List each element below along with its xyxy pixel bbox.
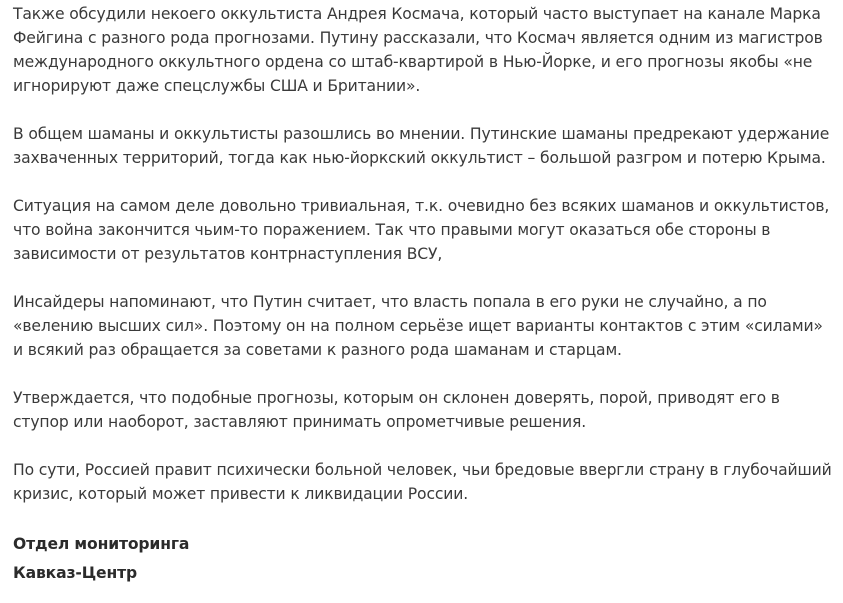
paragraph-forecasts: Утверждается, что подобные прогнозы, которым он склонен доверять, порой, приводят его в ступор или наоборот, заставляют принимать опрометчивые решения. bbox=[13, 389, 780, 431]
paragraph-situation: Ситуация на самом деле довольно тривиальная, т.к. очевидно без всяких шаманов и оккультистов, что война закончится чьим-то поражением. Так что правыми могут оказаться обе стороны в зависимости от результатов контрнаступления ВСУ, bbox=[13, 197, 830, 263]
paragraph-text: и всякий раз обращается за советами к разного рода шаманам и старцам. bbox=[13, 341, 622, 359]
paragraph-insiders bbox=[13, 290, 833, 362]
paragraph-koсmach bbox=[13, 2, 833, 98]
signature-source: Кавказ-Центр bbox=[13, 564, 137, 582]
paragraph-text: Инсайдеры напоминают, что Путин считает, что власть попала в его руки не случайно, а по bbox=[13, 293, 767, 311]
quote-text: «силами» bbox=[744, 317, 823, 335]
paragraph-text: . Поэтому он на полном серьёзе ищет варианты контактов с этим bbox=[203, 317, 745, 335]
quote-text: «велению высших сил» bbox=[13, 317, 204, 335]
quote-text: «не игнорируют даже спецслужбы США и Британии» bbox=[13, 53, 813, 95]
paragraph-conclusion: По сути, Россией правит психически больной человек, чьи бредовые ввергли страну в глубочайший кризис, который может привести к ликвидации России. bbox=[13, 461, 832, 503]
signature-department: Отдел мониторинга bbox=[13, 535, 190, 553]
paragraph-text: . bbox=[415, 77, 421, 95]
paragraph-text: Также обсудили некоего оккультиста Андрея Космача, который часто выступает на канале Марка Фейгина с разного рода прогнозами. Путину рассказали, что Космач является одним из магистров международного оккультного ордена со штаб-квартирой в Нью-Йорке, и его прогнозы якобы bbox=[13, 5, 823, 71]
paragraph-shamans-opinion: В общем шаманы и оккультисты разошлись во мнении. Путинские шаманы предрекают удержание захваченных территорий, тогда как нью-йоркский оккультист – большой разгром и потерю Крыма. bbox=[13, 125, 830, 167]
